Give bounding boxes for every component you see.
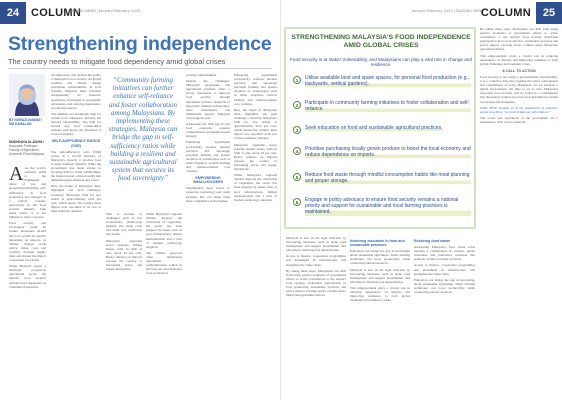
article-column-2 [51,73,101,396]
paragraph: Rice, the staple of Malaysian diets, highlights one such challenge. Currently, Malaysia's SSR for rice stands at approximately 62.6 per cent, which means the country must import over one-third of its rice to meet domestic demand. [234,107,277,141]
headline: Strengthening independence [8,33,272,55]
paragraph: This is because of challenges such as low productivity, small-scale farming and rising costs that make rice cultivation less viable. [106,212,142,237]
infographic-subtitle: Food security is at stake! Vulnerability, and Malaysians can play a vital role in change and resilience. [290,57,472,68]
paragraph: The self-sufficiency ratio (SSR) serves as a crucial indicator of Malaysia's capacity to produce food to meet domestic demand. While the government has made strides in boosting SSR for some commodities, the figures reveal a mixed reality that demands urgent attention and action. [51,149,101,183]
article-column-3 [106,212,182,396]
author-credit [9,140,46,156]
subheading: Nurturing education in food and sustainable practices [350,239,405,248]
section-label: COLUMN [31,7,82,19]
article-column-under-2 [350,236,410,396]
paragraph: Malaysia is also in the right direction by introducing measures, such as better land management and support programmes that will help in reducing food dependencies. [286,236,346,253]
byline: BY NORAZLINAWATI MD DAHALAN [9,118,42,127]
paragraph: This empowerment plays a crucial role in reducing dependence on imports and improving resilience to both global challenges and domestic crises. [480,53,558,66]
paragraph: Smallholders need access to resources, technology and credit facilities that can make them more competitive in the market. [186,186,230,203]
paragraph: Food security and sovereignty could be further threatened should the food system be heavily dependent on imports, as climate change, trade policy, rising costs and conflicts threaten supply lines and disrupt the import of essential food items. [9,221,46,263]
paragraph: By taking these steps, Malaysians can shift from being passive recipients of government efforts to active contributors to the nation's food security. Individual participation in food production, sustainable practices and policy support can help secure a future where Malaysian agriculture thrives. [480,27,558,52]
paragraph: Food security is not solely a governmental responsibility; it is a collective duty that requires the active participation and commitment of every Malaysian. As we navigate a global environment, the time to act is now. Malaysia's long-term food security will be found in a commitment that the nation's natural resources and agricultural potential can sustain and strengthen. [480,74,558,104]
infographic-title: STRENGTHENING MALAYSIA'S FOOD INDEPENDENCE AMID GLOBAL CRISES [291,34,471,49]
paragraph: The words and aspirations of the government are a testament to what can be achieved. [480,115,558,124]
subheading: EMPOWERING SMALLHOLDERS [193,176,223,185]
author-name: MUDHDAYA AL-DAHILI [9,140,44,144]
item-text: Engage in policy advocacy to ensure food security remains a national priority and support for sustainable and local farming practices is maintained. [305,197,471,216]
paragraph: Access to finance, cooperative programmes and investment in infrastructure will strengthen the value chain. [414,263,475,276]
item-number: 3 [293,126,301,134]
paragraph: circumstances, and address the reality of Malaysia's food security. As global conflicts and climate change exacerbate vulnerabilities in food systems, Malaysia must prioritise strengthening its domestic production, leveraging its geographic advantages, and reducing dependence on external sources. [51,73,101,110]
paragraph: By taking these steps, Malaysians can shift from being passive recipients of government efforts to active contributors to the nation's food security. Individual participation in food production, sustainable practices and policy support can help secure a future where Malaysian agriculture thrives. [286,268,346,298]
article-column-1 [9,166,46,396]
paragraph: security vulnerabilities. [186,73,217,77]
paragraph: Rice, the staple of Malaysian diets, highlights one such challenge. Currently, Malaysia's SSR for rice stands at approximately 62.6 per cent, which means the country must import over one-third of its rice to meet domestic demand. [51,184,101,213]
paragraph: Malaysia's vegetable sector presents similar issues, with an SSR of only about 43 per cent. Heavy reliance on imports exposes the country to fluctuating prices and supply disruptions. [106,238,142,272]
section-label: COLUMN [480,7,531,19]
infographic-item [293,100,471,112]
page-number: 25 [536,2,562,24]
article-column-5 [234,73,277,396]
subheading: A CALL TO ACTION [502,68,536,73]
standfirst: The country needs to mitigate food dependency amid global crises [8,57,226,66]
paragraph: Addressing Malaysia's food waste crisis requires a combination of policies, public awareness and innovative solutions that promote circular economy practices. [414,245,475,262]
paragraph: Malaysia's vegetable sector presents similar issues, with an SSR of only about 43 per cent. Heavy reliance on imports exposes the country to fluctuating prices and supply disruptions. [234,142,277,172]
paragraph: While NFTP reminds us of the importance of collective action to achieve “we must bridge our self-reliance.” [480,105,558,114]
paragraph: Education can bridge the gap in knowledge about sustainable agriculture. Smart farming techniques can boost productivity while conserving natural resources. [350,249,410,266]
paragraph: Enhancing agricultural productivity requires modern practices that encourage precision farming and greater adoption of technologies such as smart irrigation, vertical farming and climate-resilient crop varieties. [234,73,277,106]
infographic-panel [284,27,476,229]
right-header [281,0,562,26]
issue-meta: January-February 2025 | DAGANG NEWS [411,9,484,13]
pull-quote: “Community farming initiatives can further enhance self-reliance and foster collaboration among Malaysians. By implementing these strategies, Malaysia can bridge the gap in self-sufficiency ratios while building a resilient and sustainable agricultural system that secures its food sovereignty” [108,76,178,183]
paragraph: Enhancing agricultural productivity requires modern practices that encourage precision farming and greater adoption of technologies such as smart irrigation, vertical farming and climate-resilient crop varieties. [186,140,230,174]
issue-meta: DAGANG NEWS | January-February 2025 [68,9,141,13]
paragraph: While Malaysia's regional climate supports the cultivation of vegetables, the sector has been plagued by issues such as poor infrastructure, limited mechanisation and a lack of modern technology adoption. [146,212,182,249]
left-header [0,0,280,26]
paragraph: Education can bridge the gap in knowledge about sustainable agriculture. Smart farming techniques can boost productivity while conserving natural resources. [414,277,475,295]
infographic-item [293,146,471,158]
infographic-item [293,197,471,216]
item-text: Utilise available land and spare spaces, for personal food production (e.g., backyards, vertical gardens). [305,75,470,88]
paragraph: The numbers are alarmingly high for certain food categories, showing the nation's vulnerability. The SSR for several key food commodities remains well below the threshold of food sovereignty. [51,111,101,137]
paragraph: Access to finance, cooperative programmes and investment in infrastructure will strengthen the value chain. [286,254,346,267]
item-number: 1 [293,76,301,84]
item-text: Reduce food waste through mindful consumption habits like meal planning and proper storage. [305,172,470,185]
subheading: Reducing food waste [414,239,451,243]
paragraph: While Malaysia's regional climate supports the cultivation of vegetables, the sector has been plagued by issues such as poor infrastructure, limited mechanisation and a lack of modern technology adoption. [234,173,277,202]
infographic-item [293,75,471,87]
article-column-side [480,27,558,397]
item-text: Seek education on food and sustainable agricultural practices. [305,125,443,131]
item-text: Prioritise purchasing locally grown produce to boost the local economy and reduce dependence on imports. [305,146,471,159]
paragraph: This empowerment plays a crucial role in reducing dependence on imports and improving resilience to both global challenges and domestic crises. [350,285,410,303]
item-number: 2 [293,101,301,109]
paragraph: Despite the challenges, Malaysia's geographic and agricultural potential offers a strong foundation to improve food security, through sustainable policies. Adoption of innovative farming technologies, more investments and smallholder support, Malaysia can bridge the gap. [186,79,230,120]
paragraph: While Malaysia enjoys a relatively prosperous agricultural sector, the nation's food security remains more dependent on a handful of exporters. [9,264,46,289]
drop-cap: A [9,166,24,185]
item-number: 5 [293,173,301,181]
paragraph: Addressing the SSR gap in key food categories requires comprehensive and multi-faceted strategy. [186,122,230,139]
author-role: Associate Professor, Faculty of Agriculture, Universiti Putra Malaysia [9,144,45,156]
right-page [281,0,562,400]
subheading: SELF-SUFFICIENCY RATIOS (SSR) [51,139,101,148]
article-column-under-3 [414,236,475,396]
paragraph: The climate approach often emphasises agricultural competitiveness which in the long run disadvantages local production. [146,250,182,276]
item-number: 6 [293,198,301,206]
article-column-under-1 [286,236,346,396]
item-text: Participate in community farming initiatives to foster collaboration and self-reliance. [305,100,470,113]
paragraph: A As the world's attention shifts to the frightening threat of war and geopolitical instability, self-sufficiency in food production has emerged as a critical concern, particularly in the food security industry. Like many others, it is not immune to these concerns. [9,166,46,220]
infographic-item [293,125,471,134]
page-number: 24 [0,2,26,24]
paragraph: Malaysia is also in the right direction by introducing measures, such as better land management and support programmes that will help in reducing food dependencies. [350,267,410,284]
infographic-item [293,172,471,184]
divider [8,68,272,69]
author-photo [9,74,45,116]
item-number: 4 [293,147,301,155]
article-column-4 [186,73,230,396]
